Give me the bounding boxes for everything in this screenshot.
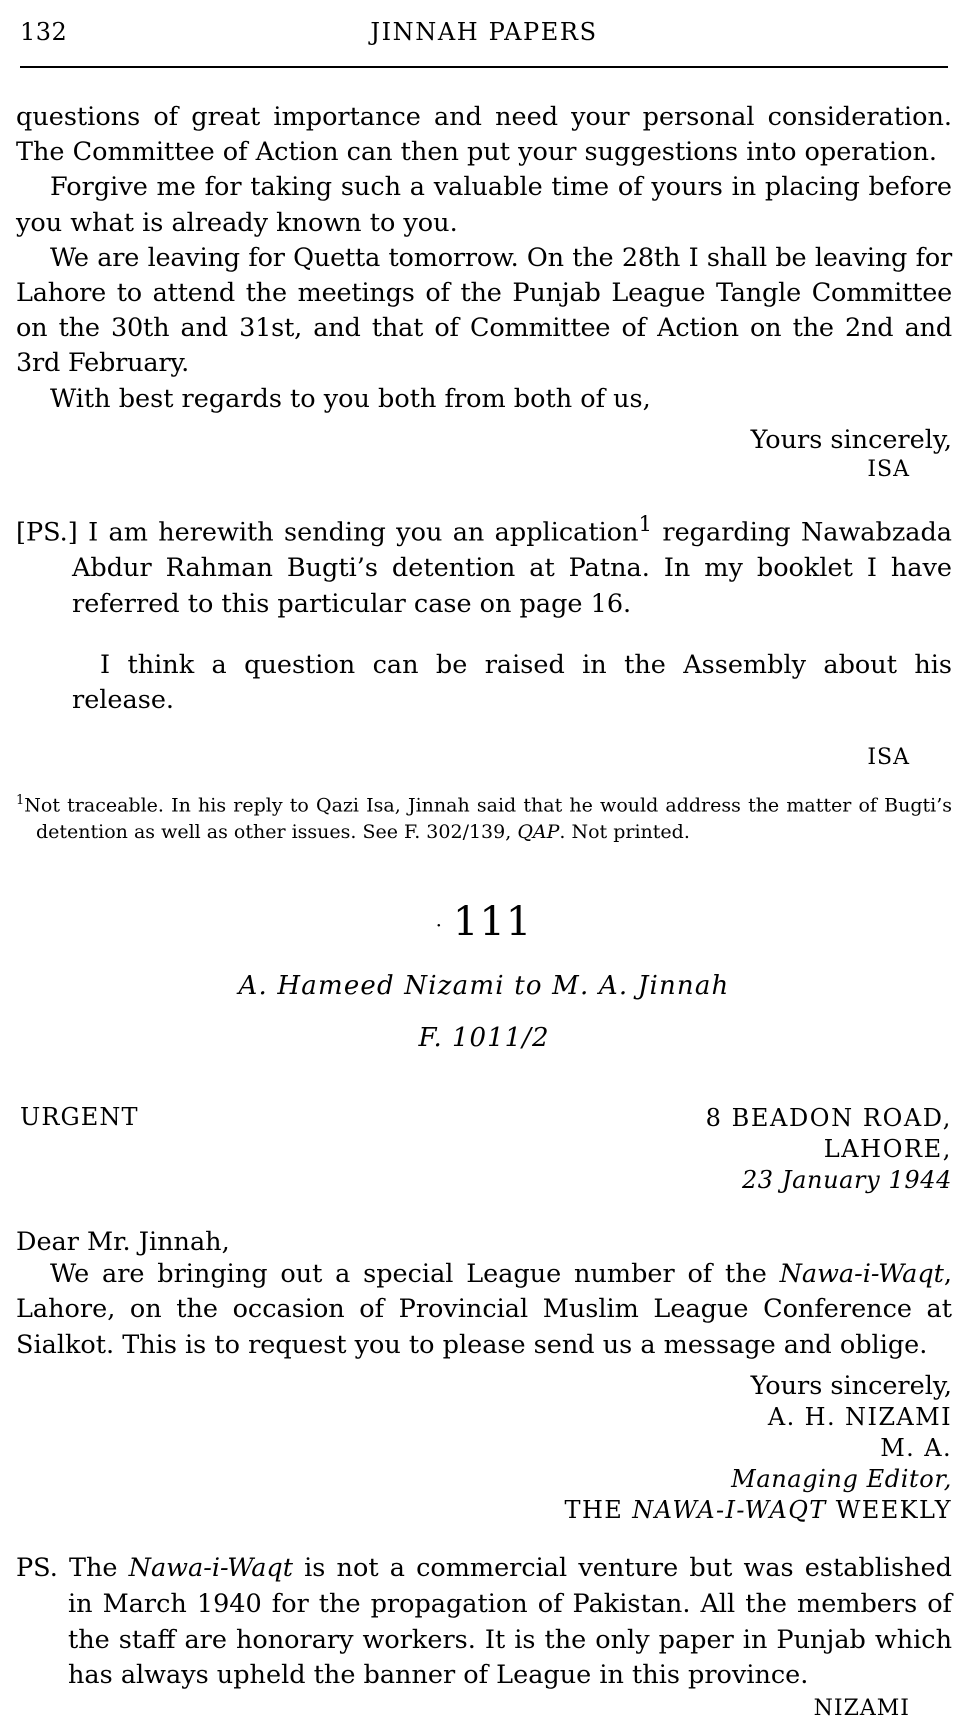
document-number [16,899,952,945]
running-head-title: JINNAH PAPERS [370,18,598,46]
paragraph-4: With best regards to you both from both of us, [50,383,651,414]
footnote-text-b: . Not printed. [559,821,690,844]
ps-text-post: is not a commercial venture but was established in March 1940 for the propagation of Pakistan. All the members of the staff are honorary workers. It is the only paper in Punjab which has always upheld the banner of League in this province. [68,1553,952,1691]
sender-address [16,1103,952,1197]
letter-text-post: , Lahore, on the occasion of Provincial Muslim League Conference at Sialkot. This is to request you to please send us a message and oblige. [16,1258,952,1361]
document-title: A. Hameed Nizami to M. A. Jinnah [238,970,730,1001]
postscript-paragraph-2: I think a question can be raised in the Assembly about his release. [72,649,952,716]
footnote-marker: 1 [16,792,25,808]
signer-name: A. H. NIZAMI [767,1403,952,1432]
postscript-text-post: regarding Nawabzada Abdur Rahman Bugti’s detention at Patna. In my booklet I have referred to this particular case on page 16. [72,517,952,619]
closing-salutation: Yours sincerely, [750,1370,952,1401]
publication-pre: THE [564,1495,633,1524]
footnote-italic-ref: QAP [517,821,560,844]
ps-italic-paper: Nawa-i-Waqt [128,1553,293,1584]
footnote-text-a: Not traceable. In his reply to Qazi Isa, Jinnah said that he would address the matter of Bugti’s detention as well as other issues. See F. 302/139, [24,793,952,844]
urgent-label: URGENT [20,1102,139,1131]
letter-date: 23 January 1944 [741,1166,952,1195]
signature-isa: ISA [867,456,910,482]
letter-paragraph-1 [16,1257,952,1364]
postscript-paragraph [16,510,952,623]
paragraph-1: questions of great importance and need your personal consideration. The Committee of Action can then put your suggestions into operation. [16,102,952,168]
signer-role: Managing Editor, [731,1464,952,1493]
publication-italic: NAWA-I-WAQT [632,1495,827,1524]
signer-initials: M. A. [880,1434,952,1463]
postscript-text-pre: [PS.] I am herewith sending you an application [16,517,639,548]
closing-line: Yours sincerely, [750,424,952,455]
continued-letter-body [16,100,952,417]
page [0,8,968,1721]
running-head [16,8,952,60]
document-reference: F. 1011/2 [418,1022,550,1053]
signer-publication [16,1495,952,1526]
address-line-2: LAHORE, [823,1134,952,1163]
letter-postscript [16,1551,952,1694]
footnote [16,792,952,847]
decorative-dot: · [435,912,443,937]
salutation: Dear Mr. Jinnah, [16,1226,230,1257]
letter-postscript-signature: NIZAMI [813,1695,910,1721]
paragraph-2: Forgive me for taking such a valuable time of yours in placing before you what is already known to you. [16,172,952,238]
letter-closing [16,1370,952,1526]
ps-text-pre: PS. The [16,1553,129,1584]
paragraph-3: We are leaving for Quetta tomorrow. On the 28th I shall be leaving for Lahore to attend the meetings of the Punjab League Tangle Committee on the 30th and 31st, and that of Committee of Action on the 2nd and 3rd February. [16,242,952,379]
publication-post: WEEKLY [826,1495,952,1524]
letter-body [16,1257,952,1364]
letterhead [16,1103,952,1213]
address-line-1: 8 BEADON ROAD, [705,1103,952,1132]
header-rule [20,66,948,68]
footnote-marker-ref: 1 [638,511,653,537]
document-number-value: 111 [453,898,533,945]
letter-text-pre: We are bringing out a special League number of the [50,1258,780,1289]
letter-italic-paper: Nawa-i-Waqt [779,1258,944,1289]
page-number: 132 [20,18,68,46]
postscript-block [16,510,952,719]
postscript-signature: ISA [867,744,910,770]
